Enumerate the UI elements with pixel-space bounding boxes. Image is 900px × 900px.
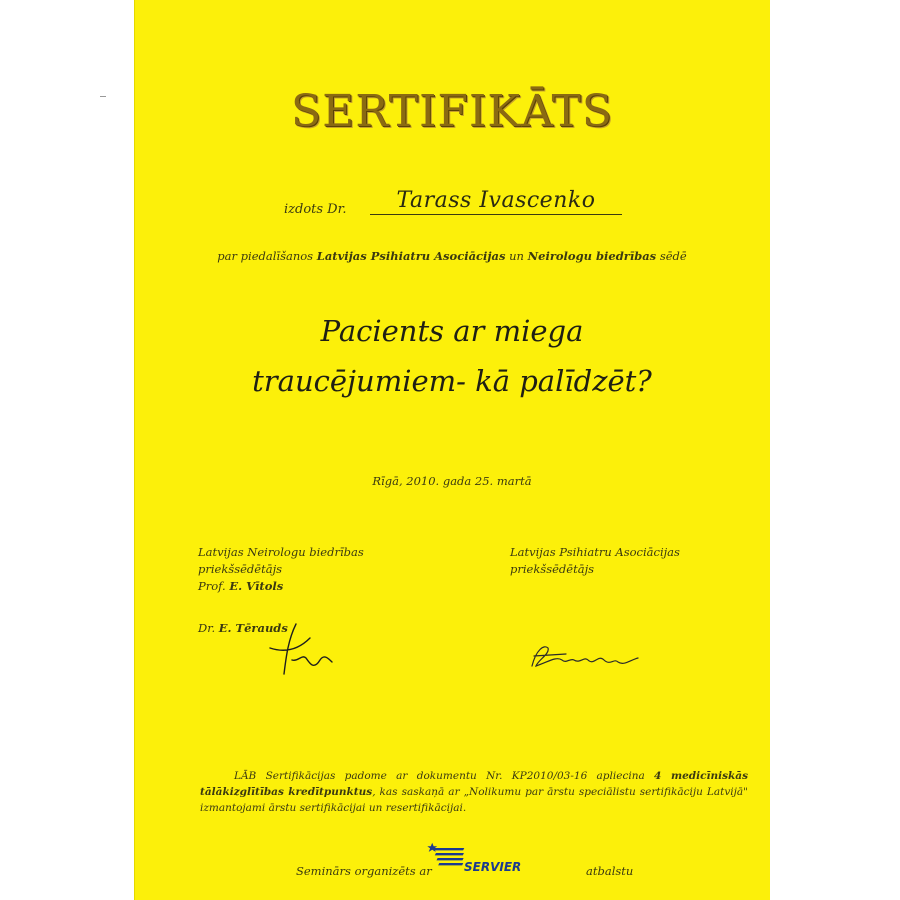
participation-prefix: par piedalīšanos xyxy=(217,249,314,263)
org2-name: Neirologu biedrības xyxy=(527,249,657,263)
left-signer-role: priekšsēdētājs xyxy=(198,562,283,576)
accreditation-note-part1: LĀB Sertifikācijas padome ar dokumentu Nr. KP2010/03-16 apliecina xyxy=(234,770,645,782)
left-signer-name: E. Vītols xyxy=(229,579,284,593)
support-label: atbalstu xyxy=(586,864,634,878)
scan-margin-mark xyxy=(100,96,106,97)
seminar-label: Seminārs organizēts ar xyxy=(296,864,432,878)
right-signer-name: E. Tērauds xyxy=(218,621,288,635)
certificate-date: Rīgā, 2010. gada 25. martā xyxy=(372,474,532,488)
left-signer-org: Latvijas Neirologu biedrības xyxy=(198,545,364,559)
signature-left-handwritten xyxy=(262,618,342,678)
sponsor-logo-text: SERVIER xyxy=(464,860,522,874)
right-signature-block xyxy=(510,544,680,578)
recipient-name: Tarass Ivascenko xyxy=(396,188,596,213)
recipient-name-line xyxy=(370,214,622,215)
org1-name: Latvijas Psihiatru Asociācijas xyxy=(316,249,506,263)
left-signer-title: Prof. xyxy=(198,579,226,593)
participation-line xyxy=(134,249,770,263)
right-signer-title: Dr. xyxy=(198,621,216,635)
left-signer-fullname xyxy=(198,578,364,595)
participation-suffix: sēdē xyxy=(659,249,687,263)
topic-line-2: traucējumiem- kā palīdzēt? xyxy=(252,364,652,398)
accreditation-credits: 4 medicīniskās tālākizglītības kredītpunktus xyxy=(200,770,749,798)
certificate-sheet xyxy=(134,0,770,900)
topic-line-1: Pacients ar miega xyxy=(320,314,584,348)
accreditation-note-part2: , kas saskaņā ar „Nolikumu par ārstu speciālistu sertifikāciju Latvijā" izmantojami ārstu sertifikācijai un resertifikācijai. xyxy=(200,786,748,814)
signature-right-handwritten xyxy=(526,636,646,676)
participation-join: un xyxy=(509,249,524,263)
right-signer-org: Latvijas Psihiatru Asociācijas xyxy=(510,545,680,559)
certificate-title: SERTIFIKĀTS xyxy=(291,86,613,137)
accreditation-note xyxy=(200,768,748,816)
issued-label: izdots Dr. xyxy=(284,202,347,217)
left-signature-block xyxy=(198,544,364,595)
right-signer-role: priekšsēdētājs xyxy=(510,562,595,576)
